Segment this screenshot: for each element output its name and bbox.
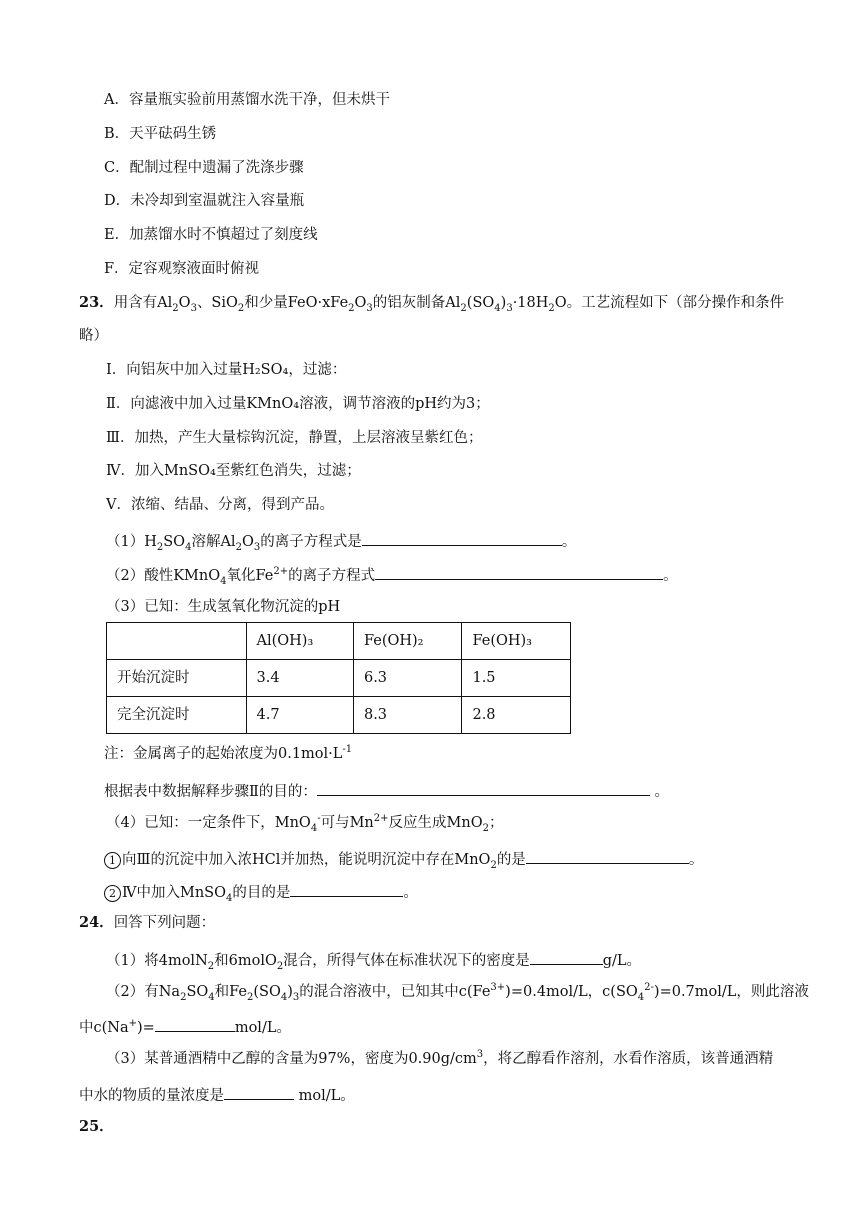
table-row [107,697,571,734]
q23-sub3: （3）已知：生成氢氧化物沉淀的pH [106,599,341,615]
q24-title: 24．回答下列问题： [79,914,216,931]
q24-sub3-line2: 中水的物质的量浓度是 mol/L。 [79,1083,355,1106]
q23-step-4: Ⅳ．加入MnSO₄至紫红色消失，过滤； [106,463,361,479]
q22-option-a: A．容量瓶实验前用蒸馏水洗干净，但未烘干 [104,92,390,108]
answer-blank[interactable] [290,880,403,897]
q23-explain: 根据表中数据解释步骤Ⅱ的目的： 。 [104,779,669,802]
q22-option-c: C．配制过程中遗漏了洗涤步骤 [104,160,304,176]
q23-sub4-2: 2 Ⅳ中加入MnSO$_4$的目的是 。 [104,880,418,903]
table-cell: 2.8 [462,697,571,734]
table-cell: 开始沉淀时 [107,660,247,697]
q23-step-5: Ⅴ．浓缩、结晶、分离，得到产品。 [106,497,334,513]
table-header-cell: Fe(OH)₃ [462,623,571,660]
table-cell: 8.3 [353,697,462,734]
q24-sub2-line2: 中c(Na+)= mol/L。 [79,1015,291,1038]
q22-option-d: D．未冷却到室温就注入容量瓶 [104,193,305,209]
q23-number: 23． [79,294,114,311]
table-row [107,660,571,697]
table-cell: 1.5 [462,660,571,697]
q23-sub2: （2）酸性KMnO$_4$氧化$Fe^{2+}$的离子方程式 。 [106,563,678,586]
table-header-cell: Fe(OH)₂ [353,623,462,660]
ph-table [106,622,571,734]
answer-blank[interactable] [362,529,562,546]
circled-one-icon: 1 [104,852,121,869]
table-cell: 完全沉淀时 [107,697,247,734]
table-header-cell [107,623,247,660]
answer-blank[interactable] [224,1083,294,1100]
q23-step-1: Ⅰ．向铝灰中加入过量H₂SO₄，过滤： [106,362,347,378]
table-cell: 6.3 [353,660,462,697]
q23-step-2: Ⅱ．向滤液中加入过量KMnO₄溶液，调节溶液的pH约为3； [106,396,490,412]
q23-stem-line2: 略） [79,328,108,344]
q22-option-f: F．定容观察液面时俯视 [104,261,260,277]
table-cell: 4.7 [246,697,353,734]
answer-blank[interactable] [155,1015,235,1032]
answer-blank[interactable] [375,563,663,580]
answer-blank[interactable] [317,779,650,796]
q22-option-b: B．天平砝码生锈 [104,126,217,142]
q24-number: 24． [79,914,114,931]
q25-number: 25． [79,1118,114,1135]
table-header-cell: Al(OH)₃ [246,623,353,660]
table-header-row [107,623,571,660]
q23-stem-line1: 23．用含有$Al_2O_3$、SiO$_2$和少量$FeO\cdot xFe_2O_3$的铝灰制备$Al_2(SO_4)_3\cdot 18H_2O$。工艺流程如下（部分操作和条件 [79,294,785,314]
q23-sub1: $(1)H_2SO_4$溶解$Al_2O_3$的离子方程式是 。 [106,529,576,552]
q23-step-3: Ⅲ．加热，产生大量棕钩沉淀，静置，上层溶液呈紫红色； [106,430,483,446]
table-cell: 3.4 [246,660,353,697]
answer-blank[interactable] [530,948,603,965]
q22-option-e: E．加蒸馏水时不慎超过了刻度线 [104,227,318,243]
q23-note: 注：金属离子的起始浓度为$0.1mol\cdot L^{-1}$ [104,744,353,762]
q24-sub3-line1: （3）某普通酒精中乙醇的含量为97%，密度为$0.90g/cm^3$，将乙醇看作溶剂，水看作溶质，该普通酒精 [106,1049,774,1067]
q23-sub4: （4）已知：一定条件下，MnO$_4$-可与$Mn^{2+}$反应生成MnO$_2$； [106,813,504,834]
q23-sub4-1: 1 向Ⅲ的沉淀中加入浓HCl并加热，能说明沉淀中存在MnO$_2$的是 。 [104,847,703,870]
answer-blank[interactable] [526,847,689,864]
q24-sub2-line1: （2）有$Na_2SO_4$和$Fe_2(SO_4)_3$的混合溶液中，已知其中$c(Fe^{3+})=0.4mol/L$，$c(SO_4^{2-})=0.7mol/L$，则此溶液 [106,982,809,1003]
q24-sub1: （1）将4molN$_2$和6molO$_2$混合，所得气体在标准状况下的密度是 g/L。 [106,948,641,971]
circled-two-icon: 2 [104,885,121,902]
